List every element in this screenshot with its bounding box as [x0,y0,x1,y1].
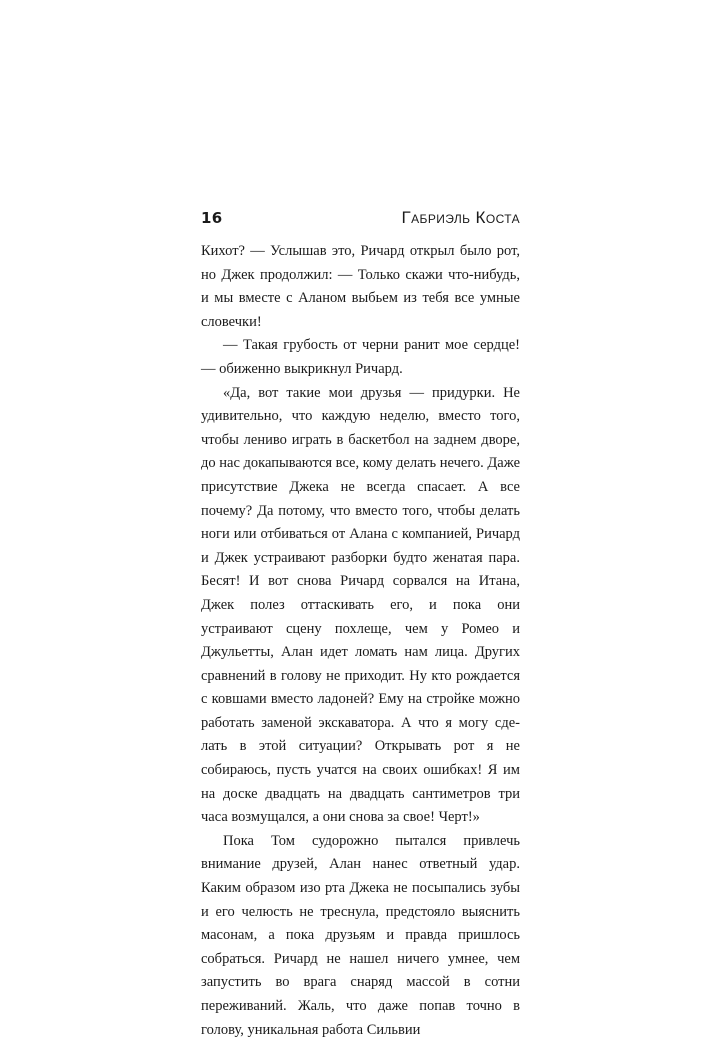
page-number: 16 [201,209,223,227]
body-text [201,240,520,1042]
running-head-author: Габриэль Коста [401,208,520,227]
paragraph: Кихот? — Услышав это, Ричард открыл было рот, но Джек продолжил: — Только скажи что-нибудь, и мы вместе с Аланом выбьем из тебя все умные словечки! [201,243,520,330]
paragraph: Пока Том судорожно пытался привлечь внимание друзей, Алан нанес ответный удар. Каким образом изо рта Джека не посыпались зубы и его челюсть не треснула, предстояло выяснить масонам, а пока друзьям и правда пришлось собраться. Ричард не нашел ничего умнее, чем запустить во врага снаряд массой в сотни переживаний. Жаль, что даже попав точно в голову, уникальная работа Сильвии [201,832,520,1038]
paragraph: «Да, вот такие мои друзья — придурки. Не удивительно, что каждую неделю, вместо того, чтобы лениво играть в баскетбол на заднем дворе, до нас докапываются все, кому делать нечего. Даже присутствие Джека не всегда спасает. А все почему? Да потому, что вместо того, чтобы делать ноги или отбиваться от Алана с компанией, Ричард и Джек устраивают разборки будто женатая пара. Бесят! И вот снова Ричард сорвался на Итана, Джек полез оттаскивать его, и пока они устраивают сцену похлеще, чем у Ромео и Джульетты, Алан идет ломать нам лица. Других сравнений в голову не приходит. Ну кто рождается с ковшами вместо ладоней? Ему на стройке можно работать заменой экскаватора. А что я могу сделать в этой ситуации? Открывать рот я не собираюсь, пусть учатся на своих ошибках! Я им на доске двадцать на двадцать сантиметров три часа возмущался, а они снова за свое! Черт!» [201,384,520,826]
paragraph: — Такая грубость от черни ранит мое сердце! — обиженно выкрикнул Ричард. [201,337,520,377]
page-header [201,204,520,232]
